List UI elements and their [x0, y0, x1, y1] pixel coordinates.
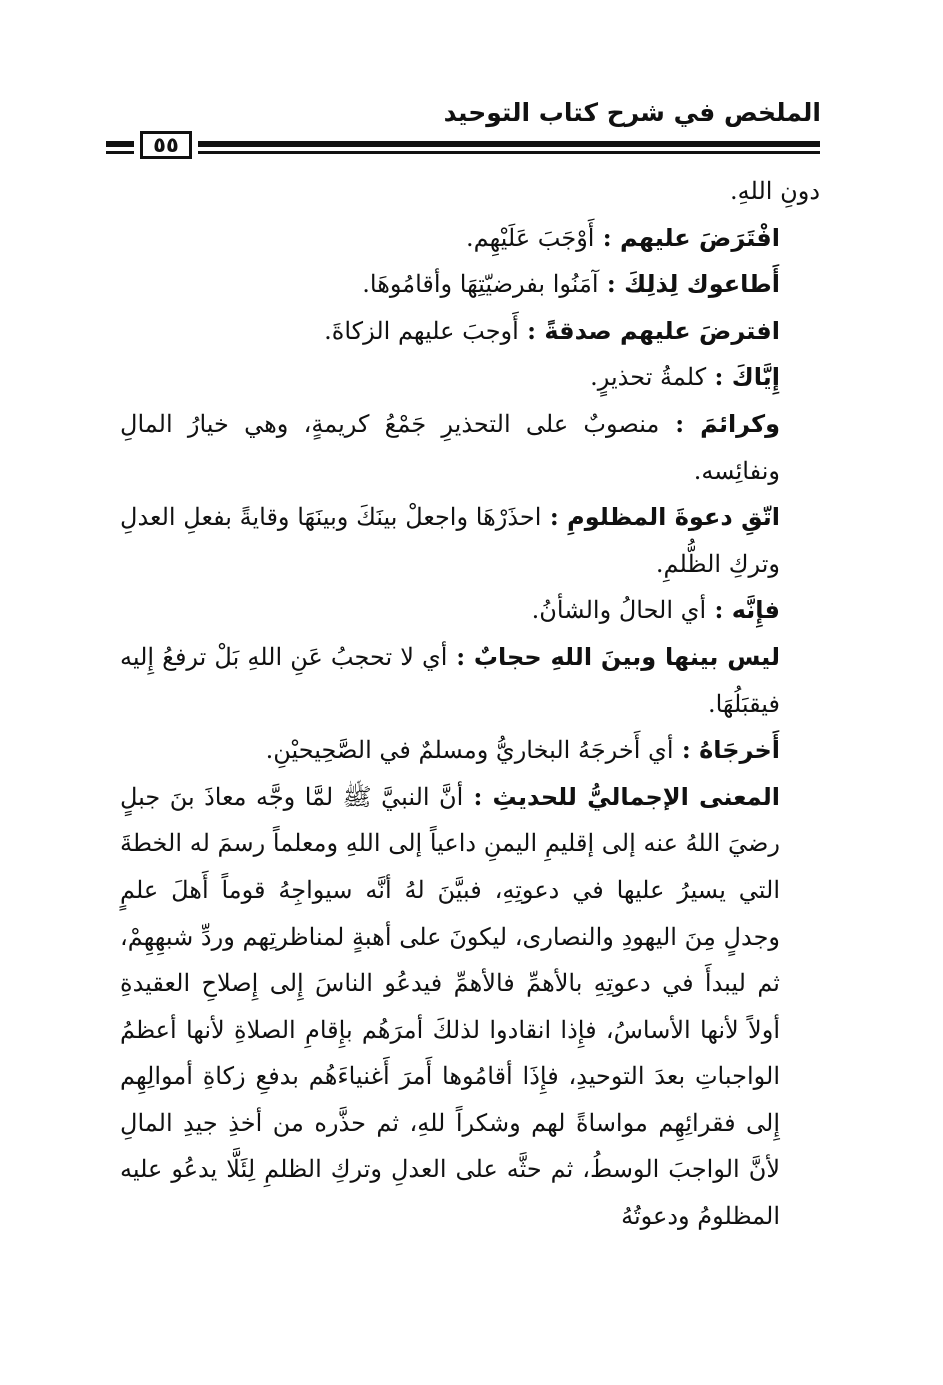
gloss-entry — [120, 634, 820, 727]
gloss-definition: احذَرْهَا واجعلْ بينَكَ وبينَهَا وقايةً بفعلِ العدلِ وتركِ الظُّلمِ. — [120, 503, 780, 578]
header-rule-thin — [198, 151, 820, 154]
page-number-mark-thick — [106, 141, 134, 147]
gloss-definition: أي الحالُ والشأنُ. — [531, 596, 707, 625]
gloss-term: ليس بينها وبينَ اللهِ حجابٌ — [473, 642, 780, 671]
gloss-definition: أَوجبَ عليهم الزكاةَ. — [324, 316, 519, 345]
header-rule-thick — [198, 141, 820, 147]
gloss-entry — [120, 215, 820, 262]
gloss-separator: : — [463, 781, 493, 811]
gloss-entry — [120, 261, 820, 308]
page-number: ٥٥ — [140, 131, 192, 159]
gloss-separator: : — [541, 502, 568, 532]
summary-text: أنَّ النبيَّ ﷺ لمَّا وجَّه معاذَ بنَ جبلٍ رضيَ اللهُ عنه إلى إقليمِ اليمنِ داعياً إلى اللهِ ومعلماً رسمَ له الخطةَ التي يسيرُ عليها في دعوتِهِ، فبيَّنَ لهُ أنَّه سيواجِهُ قوماً أَهلَ علمٍ وجدلٍ مِنَ اليهودِ والنصارى، ليكونَ على أهبةٍ لمناظرتِهم وردِّ شبهِهِمْ، ثم ليبدأَ في دعوتِهِ بالأهمِّ فالأهمِّ فيدعُو الناسَ إِلى إِصلاحِ العقيدةِ أولاً لأنها الأساسُ، فإِذا انقادوا لذلكَ أمرَهُم بإِقامِ الصلاةِ لأنها أعظمُ الواجباتِ بعدَ التوحيدِ، فإِذَا أقامُوها أَمرَ أَغنياءَهُم بدفعِ زكاةِ أموالِهِم إِلى فقرائِهِم مواساةً لهم وشكراً للهِ، ثم حذَّره من أخذِ جيدِ المالِ لأنَّ الواجبَ الوسطُ، ثم حثَّه على العدلِ وتركِ الظلمِ لِئَلَّا يدعُو عليه المظلومُ ودعوتُهُ — [120, 782, 781, 1231]
gloss-definition: منصوبٌ على التحذيرِ جَمْعُ كريمةٍ، وهي خيارُ المالِ ونفائِسه. — [120, 409, 780, 485]
gloss-term: أَخرجَاهُ — [699, 736, 780, 765]
continuation-line — [120, 168, 820, 215]
page-number-mark-thin — [106, 151, 134, 154]
running-header-title: الملخص في شرح كتاب التوحيد — [443, 98, 821, 127]
gloss-separator: : — [706, 595, 732, 625]
gloss-entry — [120, 727, 820, 774]
gloss-definition: أَوْجَبَ عَلَيْهِم. — [465, 223, 595, 252]
gloss-separator: : — [673, 735, 700, 765]
gloss-term: افْتَرَضَ عليهم — [620, 223, 780, 252]
gloss-definition: كلمةُ تحذيرٍ. — [590, 363, 707, 392]
gloss-term: أَطاعوك لِذلِكَ — [624, 270, 780, 299]
gloss-separator: : — [447, 641, 474, 671]
entry-text: دونِ اللهِ. — [730, 177, 820, 205]
gloss-definition: أي لا تحجبُ عَنِ اللهِ بَلْ ترفعُ إِليه فيقبَلُهَا. — [120, 642, 780, 718]
gloss-term: فإِنَّه — [731, 596, 780, 625]
gloss-term: افترضَ عليهم صدقةً — [544, 316, 780, 345]
gloss-term: إِيَّاكَ — [731, 363, 780, 392]
gloss-separator: : — [598, 269, 625, 299]
gloss-entry — [120, 401, 820, 494]
gloss-separator: : — [659, 408, 701, 438]
summary-heading: المعنى الإجماليُّ للحديثِ — [492, 782, 781, 811]
gloss-entry — [120, 494, 820, 587]
gloss-separator: : — [594, 222, 621, 252]
gloss-entry — [120, 587, 820, 634]
gloss-separator: : — [518, 315, 545, 345]
gloss-definition: أي أَخرجَهُ البخاريُّ ومسلمٌ في الصَّحِيحيْنِ. — [265, 736, 674, 765]
body-text — [120, 168, 820, 1240]
gloss-term: وكرائمَ — [700, 409, 780, 438]
gloss-separator: : — [706, 362, 732, 392]
header-rule — [198, 141, 820, 157]
gloss-definition: آمَنُوا بفرضيّتِهَا وأقامُوهَا. — [362, 270, 599, 299]
gloss-entry — [120, 308, 820, 355]
gloss-entry — [120, 354, 820, 401]
gloss-term: اتّقِ دعوةَ المظلومِ — [567, 503, 780, 532]
summary-paragraph — [120, 774, 820, 1240]
